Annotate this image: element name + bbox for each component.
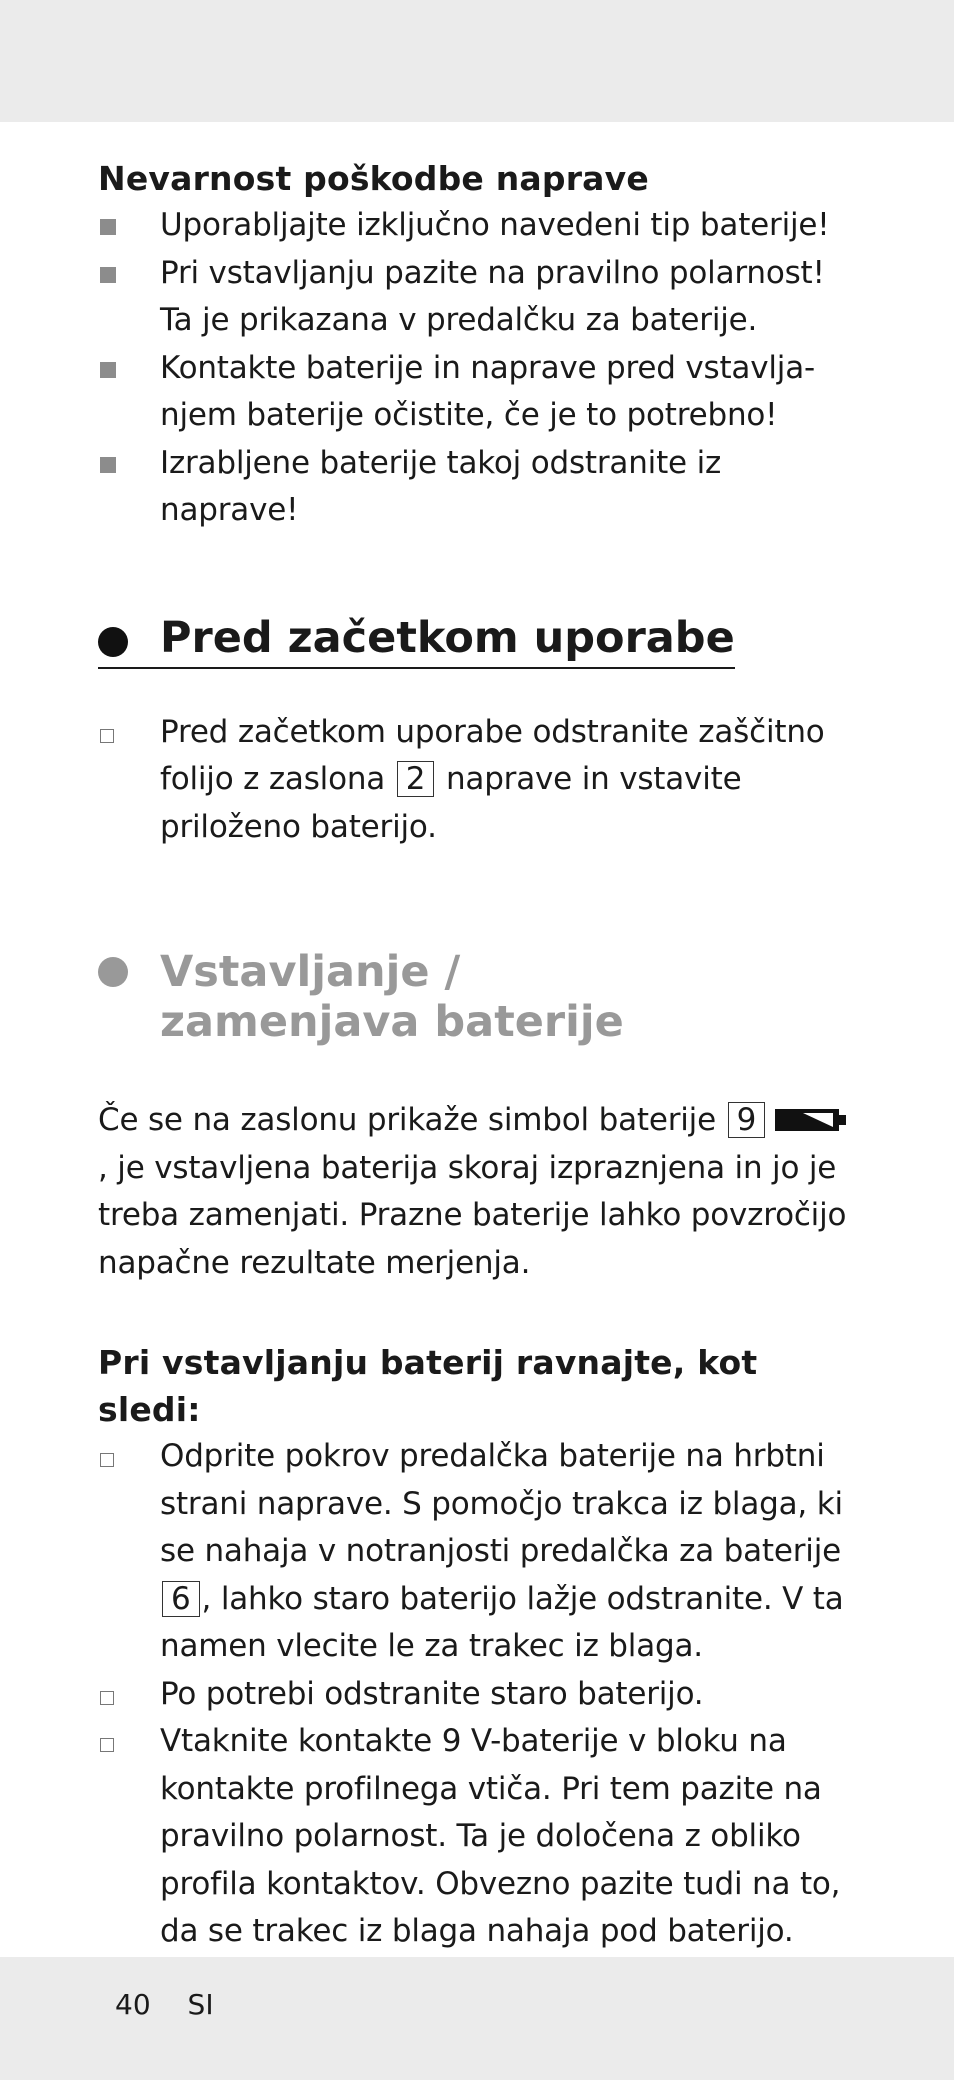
step-text: Vtaknite kontakte 9 V-baterije v bloku na kontakte profilnega vtiča. Pri tem pazite na pravilno polarnost. Ta je določena z obliko profila kontaktov. Obvezno pazite tudi na to, da se trakec iz blaga nahaja pod baterijo.: [160, 1723, 841, 1949]
checkbox-square-icon: [100, 729, 114, 743]
battery-heading-block: [98, 947, 858, 1047]
page-footer: [115, 1985, 242, 2025]
list-item-text: Izrabljene baterije takoj odstranite iz naprave!: [160, 444, 722, 528]
battery-heading-line1: Vstavljanje /: [160, 947, 461, 997]
page-content: [98, 155, 858, 1956]
step-text-part1: Pred začetkom uporabe odstranite zaščitno folijo z zaslona: [160, 713, 825, 797]
steps-heading: Pri vstavljanju baterij ravnajte, kot sledi:: [98, 1343, 758, 1429]
list-item: [98, 202, 858, 250]
language-code: SI: [187, 1988, 214, 2021]
danger-list: [98, 202, 858, 535]
list-item-text: Uporabljajte izključno navedeni tip baterije!: [160, 207, 830, 243]
intro-text-part1: Če se na zaslonu prikaže simbol baterije: [98, 1102, 716, 1138]
step-text: Po potrebi odstranite staro baterijo.: [160, 1675, 704, 1712]
list-item: [98, 440, 858, 535]
battery-intro-paragraph: [98, 1097, 858, 1287]
list-item-text: Pri vstavljanju pazite na pravilno polarnost! Ta je prikazana v predalčku za baterije.: [160, 254, 825, 338]
before-use-heading: Pred začetkom uporabe: [160, 612, 735, 663]
battery-low-icon: [773, 1106, 849, 1134]
reference-number-badge: 2: [397, 761, 435, 797]
bullet-square-icon: [100, 267, 116, 283]
danger-heading: Nevarnost poškodbe naprave: [98, 159, 649, 198]
section-dot-icon: [98, 627, 128, 657]
checkbox-square-icon: [100, 1738, 114, 1752]
bullet-square-icon: [100, 219, 116, 235]
step-text-part1: Odprite pokrov predalčka baterije na hrbtni strani naprave. S pomočjo trakca iz blaga, ki se nahaja v notranjosti predalčka za baterije: [160, 1438, 843, 1569]
list-item: [98, 1433, 858, 1671]
list-item: [98, 709, 858, 852]
bullet-square-icon: [100, 362, 116, 378]
list-item: [98, 250, 858, 345]
list-item: [98, 1671, 858, 1719]
checkbox-square-icon: [100, 1691, 114, 1705]
reference-number-badge: 6: [162, 1581, 200, 1617]
step-text-part2: , lahko staro baterijo lažje odstranite. V ta namen vlecite le za trakec iz blaga.: [160, 1580, 844, 1664]
step-text-part2: naprave in vstavite priloženo baterijo.: [160, 761, 742, 845]
page-number: 40: [115, 1988, 151, 2021]
top-margin-band: [0, 0, 954, 122]
before-use-heading-block: [98, 613, 735, 669]
reference-number-badge: 9: [728, 1102, 766, 1138]
list-item: [98, 1718, 858, 1956]
battery-heading-line2: zamenjava baterije: [160, 997, 624, 1047]
list-item: [98, 345, 858, 440]
steps-list: [98, 1433, 858, 1956]
intro-text-part2: , je vstavljena baterija skoraj izpraznjena in jo je treba zamenjati. Prazne baterije lahko povzročijo napačne rezultate merjenja.: [98, 1149, 847, 1281]
list-item-text: Kontakte baterije in naprave pred vstavlja-njem baterije očistite, če je to potrebno!: [160, 349, 815, 433]
section-dot-icon: [98, 957, 128, 987]
bullet-square-icon: [100, 457, 116, 473]
checkbox-square-icon: [100, 1453, 114, 1467]
